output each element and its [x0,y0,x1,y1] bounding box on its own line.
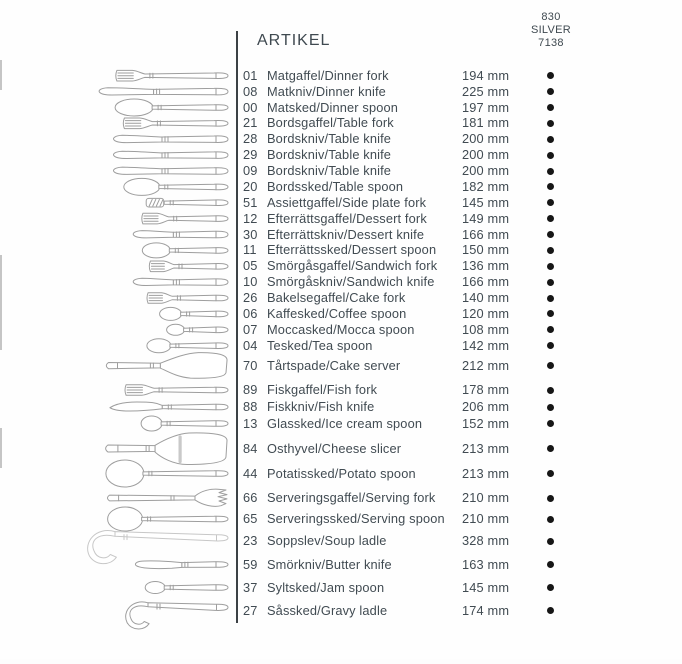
article-number: 89 [243,382,258,397]
article-number: 65 [243,511,258,526]
table-row [0,147,682,163]
article-name: Efterrättskniv/Dessert knife [267,226,425,242]
article-name: Bakelsegaffel/Cake fork [267,290,406,305]
article-name: Potatissked/Potato spoon [267,465,416,481]
article-number: 13 [243,415,258,431]
article-name: Kaffesked/Coffee spoon [267,305,407,321]
table-row [0,211,682,227]
article-number: 05 [243,258,258,274]
article-length: 178 mm [462,382,510,397]
article-length: 140 mm [462,290,510,305]
article-length: 213 mm [462,440,510,456]
availability-dot [547,310,554,317]
table-row [0,603,682,619]
article-number: 44 [243,465,258,481]
article-length: 152 mm [462,415,510,431]
availability-dot [547,215,554,222]
article-length: 150 mm [462,242,510,258]
table-row [0,466,682,482]
table-row [0,179,682,195]
article-length: 182 mm [462,178,510,194]
article-number: 08 [243,83,258,99]
table-row [0,84,682,100]
table-row [0,68,682,84]
availability-dot [547,516,554,523]
availability-dot [547,326,554,333]
article-name: Smörgåskniv/Sandwich knife [267,274,435,290]
article-length: 225 mm [462,83,510,99]
article-length: 213 mm [462,465,510,481]
article-length: 194 mm [462,67,510,83]
table-row [0,382,682,398]
article-length: 210 mm [462,490,510,505]
availability-dot [547,72,554,79]
availability-dot [547,420,554,427]
table-row [0,163,682,179]
article-number: 84 [243,440,258,456]
table-row [0,511,682,527]
availability-dot [547,342,554,349]
table-row [0,441,682,457]
availability-dot [547,538,554,545]
article-length: 206 mm [462,399,510,414]
availability-header-line3: 7138 [538,37,564,49]
article-number: 09 [243,163,258,178]
article-name: Efterrättssked/Dessert spoon [267,242,437,258]
article-name: Bordssked/Table spoon [267,178,404,194]
table-row [0,306,682,322]
table-row [0,358,682,374]
article-number: 26 [243,290,258,305]
article-length: 212 mm [462,357,510,373]
availability-header-line2: SILVER [530,24,572,36]
availability-dot [547,445,554,452]
availability-dot [547,199,554,206]
article-length: 142 mm [462,337,510,353]
article-number: 07 [243,321,258,337]
article-name: Bordskniv/Table knife [267,131,392,147]
availability-dot [547,279,554,286]
article-number: 29 [243,147,258,163]
article-length: 120 mm [462,305,510,321]
availability-dot [547,120,554,127]
article-name: Tårtspade/Cake server [267,357,401,373]
availability-dot [547,295,554,302]
availability-dot [547,136,554,143]
article-number: 27 [243,602,258,618]
article-name: Moccasked/Mocca spoon [267,321,415,337]
article-name: Såssked/Gravy ladle [267,602,388,618]
article-length: 166 mm [462,226,510,242]
article-name: Serveringssked/Serving spoon [267,511,445,526]
article-name: Matsked/Dinner spoon [267,99,399,115]
article-length: 149 mm [462,210,510,226]
table-row [0,338,682,354]
article-length: 163 mm [462,556,510,572]
article-length: 210 mm [462,511,510,526]
article-number: 01 [243,67,258,83]
availability-dot [547,404,554,411]
article-number: 06 [243,305,258,321]
article-length: 145 mm [462,579,510,595]
availability-header-line1: 830 [541,11,561,23]
article-name: Glassked/Ice cream spoon [267,415,423,431]
table-row [0,416,682,432]
availability-dot [547,152,554,159]
availability-dot [547,168,554,175]
article-length: 136 mm [462,258,510,274]
article-name: Bordskniv/Table knife [267,147,392,163]
article-length: 145 mm [462,194,510,210]
article-number: 00 [243,99,258,115]
availability-dot [547,362,554,369]
table-row [0,131,682,147]
article-number: 30 [243,226,258,242]
article-length: 181 mm [462,115,510,131]
article-number: 37 [243,579,258,595]
availability-dot [547,561,554,568]
table-row [0,274,682,290]
article-length: 197 mm [462,99,510,115]
article-number: 66 [243,490,258,505]
table-row [0,580,682,596]
availability-dot [547,495,554,502]
article-number: 23 [243,533,258,548]
article-name: Assiettgaffel/Side plate fork [267,194,427,210]
article-number: 88 [243,399,258,414]
article-number: 10 [243,274,258,290]
article-length: 108 mm [462,321,510,337]
article-number: 04 [243,337,258,353]
artikel-heading: ARTIKEL [257,32,331,49]
availability-dot [547,247,554,254]
article-name: Smörgåsgaffel/Sandwich fork [267,258,438,274]
article-length: 200 mm [462,163,510,178]
table-row [0,490,682,506]
article-name: Soppslev/Soup ladle [267,533,387,548]
article-name: Fiskkniv/Fish knife [267,399,375,414]
article-length: 200 mm [462,131,510,147]
article-name: Matgaffel/Dinner fork [267,67,389,83]
availability-dot [547,470,554,477]
article-number: 70 [243,357,258,373]
table-row [0,242,682,258]
availability-dot [547,231,554,238]
article-name: Tesked/Tea spoon [267,337,373,353]
article-number: 11 [243,242,257,258]
table-row [0,399,682,415]
article-name: Matkniv/Dinner knife [267,83,386,99]
article-number: 20 [243,178,258,194]
availability-dot [547,88,554,95]
availability-dot [547,607,554,614]
article-name: Serveringsgaffel/Serving fork [267,490,436,505]
article-name: Osthyvel/Cheese slicer [267,440,402,456]
article-number: 51 [243,194,258,210]
table-row [0,195,682,211]
article-length: 328 mm [462,533,510,548]
availability-dot [547,387,554,394]
article-length: 200 mm [462,147,510,163]
availability-dot [547,183,554,190]
table-row [0,557,682,573]
article-number: 12 [243,210,258,226]
table-row [0,533,682,549]
table-row [0,115,682,131]
table-row [0,227,682,243]
article-name: Efterrättsgaffel/Dessert fork [267,210,427,226]
availability-dot [547,584,554,591]
table-row [0,100,682,116]
availability-dot [547,263,554,270]
article-name: Bordsgaffel/Table fork [267,115,394,131]
article-number: 21 [243,115,258,131]
article-length: 166 mm [462,274,510,290]
table-row [0,258,682,274]
table-row [0,290,682,306]
table-row [0,322,682,338]
article-name: Syltsked/Jam spoon [267,579,385,595]
availability-dot [547,104,554,111]
article-name: Fiskgaffel/Fish fork [267,382,378,397]
article-name: Bordskniv/Table knife [267,163,392,178]
article-length: 174 mm [462,602,510,618]
article-number: 59 [243,556,258,572]
article-name: Smörkniv/Butter knife [267,556,392,572]
article-number: 28 [243,131,258,147]
